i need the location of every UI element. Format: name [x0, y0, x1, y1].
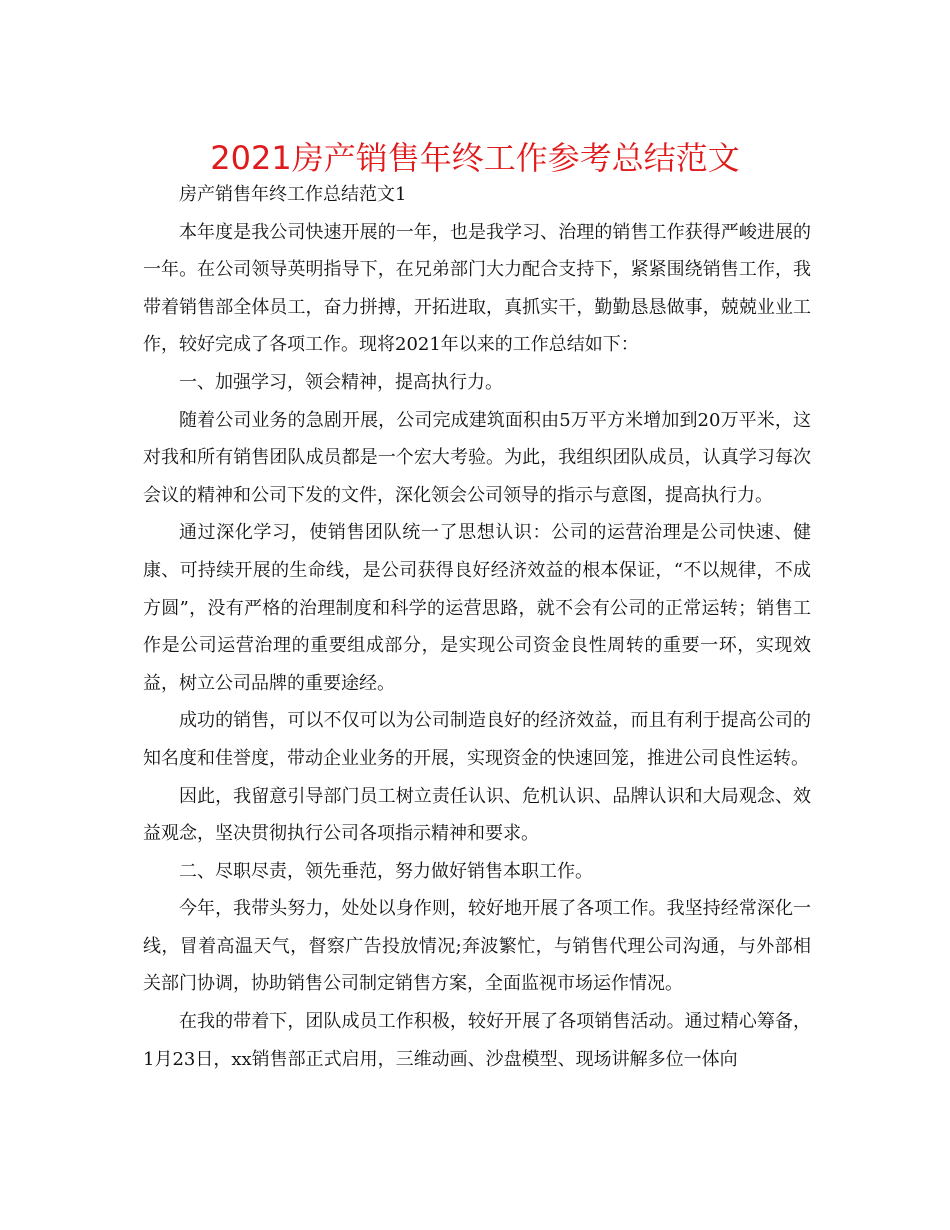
body-paragraph: 成功的销售，可以不仅可以为公司制造良好的经济效益，而且有利于提高公司的知名度和佳誉度，带动企业业务的开展，实现资金的快速回笼，推进公司良性运转。 — [143, 710, 811, 769]
body-paragraph: 随着公司业务的急剧开展，公司完成建筑面积由5万平方米增加到20万平米，这对我和所有销售团队成员都是一个宏大考验。为此，我组织团队成员，认真学习每次会议的精神和公司下发的文件，深化领会公司领导的指示与意图，提高执行力。 — [143, 409, 811, 506]
document-body — [143, 176, 811, 1078]
body-paragraph: 在我的带着下，团队成员工作积极，较好开展了各项销售活动。通过精心筹备，1月23日，xx销售部正式启用，三维动画、沙盘模型、现场讲解多位一体向 — [143, 1011, 811, 1070]
section-heading: 一、加强学习，领会精神，提高执行力。 — [179, 371, 503, 393]
body-paragraph: 通过深化学习，使销售团队统一了思想认识：公司的运营治理是公司快速、健康、可持续开展的生命线，是公司获得良好经济效益的根本保证，“不以规律，不成方圆”，没有严格的治理制度和科学的运营思路，就不会有公司的正常运转；销售工作是公司运营治理的重要组成部分，是实现公司资金良性周转的重要一环，实现效益，树立公司品牌的重要途经。 — [143, 522, 811, 694]
document-title: 2021房产销售年终工作参考总结范文 — [210, 139, 740, 177]
body-paragraph: 本年度是我公司快速开展的一年，也是我学习、治理的销售工作获得严峻进展的一年。在公司领导英明指导下，在兄弟部门大力配合支持下，紧紧围绕销售工作，我带着销售部全体员工，奋力拼搏，开拓进取，真抓实干，勤勤恳恳做事，兢兢业业工作，较好完成了各项工作。现将2021年以来的工作总结如下： — [143, 221, 811, 356]
body-paragraph: 今年，我带头努力，处处以身作则，较好地开展了各项工作。我坚持经常深化一线，冒着高温天气，督察广告投放情况;奔波繁忙，与销售代理公司沟通，与外部相关部门协调，协助销售公司制定销售方案，全面监视市场运作情况。 — [143, 898, 811, 995]
section-heading: 二、尽职尽责，领先垂范，努力做好销售本职工作。 — [179, 860, 593, 882]
body-paragraph: 因此，我留意引导部门员工树立责任认识、危机认识、品牌认识和大局观念、效益观念，坚决贯彻执行公司各项指示精神和要求。 — [143, 785, 811, 845]
subtitle-paragraph: 房产销售年终工作总结范文1 — [179, 184, 407, 205]
